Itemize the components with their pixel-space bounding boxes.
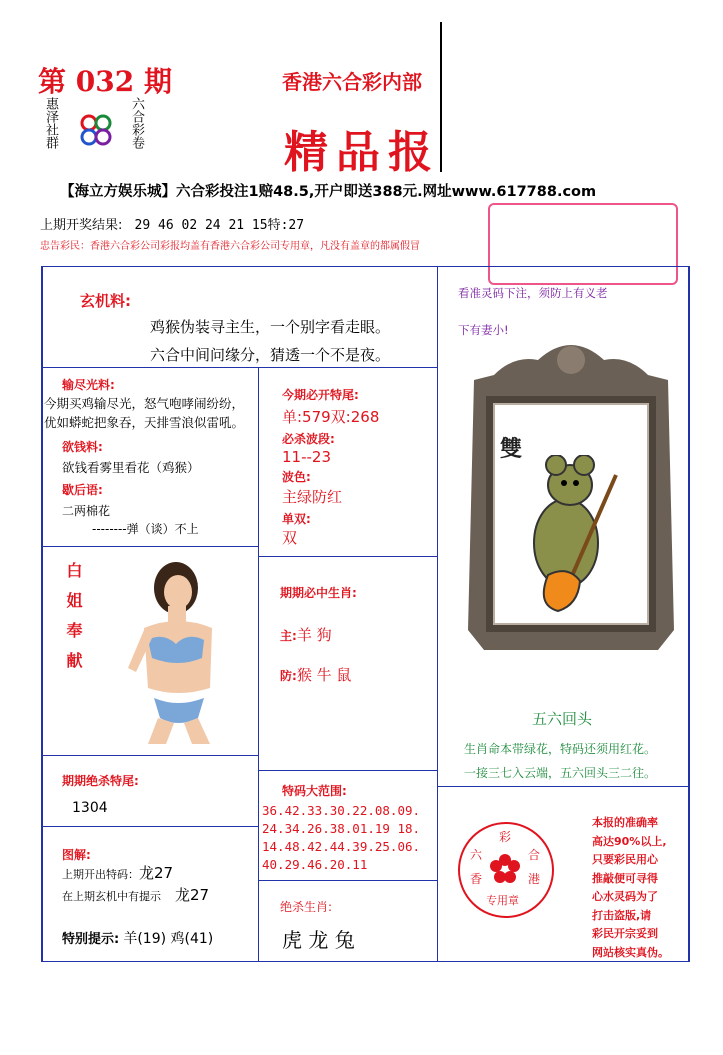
accuracy-line: 网站核实真伪。 bbox=[592, 945, 669, 959]
shujin-line-1: 今期买鸡输尽光，怒气咆哮闹纷纷， bbox=[44, 396, 245, 411]
issue-number bbox=[38, 60, 172, 100]
tujie-line-2 bbox=[62, 884, 209, 905]
ad-line[interactable]: 【海立方娱乐城】六合彩投注1赔48.5,开户即送388元.网址www.617788.com bbox=[60, 184, 597, 200]
range-title: 特码大范围: bbox=[282, 784, 347, 798]
frame-char: 雙 bbox=[500, 436, 523, 462]
brand-right-text: 六合彩卷 bbox=[129, 97, 144, 149]
grid-right bbox=[688, 266, 690, 962]
tujie-line-1 bbox=[62, 862, 173, 883]
accuracy-line: 高达90%以上, bbox=[592, 834, 667, 848]
verse-line-2: 一接三七入云端，五六回头三二往。 bbox=[464, 766, 657, 780]
range-numbers bbox=[262, 802, 420, 874]
grid-top bbox=[42, 266, 690, 267]
tail-value: 单:579双:268 bbox=[282, 408, 380, 426]
stamp-top: 彩 bbox=[499, 830, 512, 844]
accuracy-line: 彩民开宗妥到 bbox=[592, 927, 658, 940]
row-line-8 bbox=[438, 786, 688, 787]
special-tip bbox=[62, 928, 213, 948]
grid-mid bbox=[437, 266, 438, 961]
kill-zodiac-value: 虎 龙 兔 bbox=[282, 928, 355, 952]
xiehou-line-2: --------弹（谈）不上 bbox=[92, 522, 199, 536]
grid-left-col bbox=[258, 367, 259, 961]
stamp-left: 六 bbox=[470, 848, 483, 862]
xuanji-line-1: 鸡猴伪装寻主生，一个别字看走眼。 bbox=[150, 318, 391, 336]
accuracy-line: 只要彩民用心 bbox=[592, 853, 658, 866]
last-draw-numbers: 29 46 02 24 21 15特:27 bbox=[134, 218, 305, 233]
zodiac-guard-label: 防: bbox=[280, 669, 297, 683]
color-value: 主绿防红 bbox=[282, 488, 343, 506]
row-line-3 bbox=[258, 556, 438, 557]
zodiac-main-label: 主: bbox=[280, 629, 297, 643]
wave-title: 必杀波段: bbox=[282, 432, 335, 446]
verse-line-1: 生肖命本带绿花，特码还须用红花。 bbox=[464, 742, 657, 756]
xuanji-title: 玄机料: bbox=[80, 292, 131, 310]
range-row-2: 24.34.26.38.01.19 18. bbox=[262, 821, 421, 836]
tujie-title: 图解: bbox=[62, 848, 91, 862]
tail-title: 今期必开特尾: bbox=[282, 388, 359, 402]
kill-zodiac-title: 绝杀生肖: bbox=[280, 900, 333, 914]
warning-text: 忠告彩民：香港六合彩公司彩报均盖有香港六合彩公司专用章，凡没有盖章的都属假冒 bbox=[40, 241, 420, 252]
paper-title: 精品报 bbox=[284, 127, 440, 178]
tujie-line-2-label: 在上期玄机中有提示 bbox=[62, 890, 161, 903]
mouse-broom-icon bbox=[508, 455, 638, 615]
tujie-line-1-value: 龙27 bbox=[139, 864, 174, 882]
yuqian-line: 欲钱看雾里看花（鸡猴） bbox=[62, 460, 200, 475]
stamp-bottom: 专用章 bbox=[486, 894, 519, 907]
row-line-1 bbox=[42, 367, 438, 368]
shujin-title: 输尽光料: bbox=[62, 378, 115, 392]
zodiac-main bbox=[280, 624, 332, 645]
row-line-6 bbox=[42, 826, 258, 827]
odd-title: 单双: bbox=[282, 512, 311, 526]
issue-number-value: 032 bbox=[75, 65, 135, 98]
wave-value: 11--23 bbox=[282, 448, 331, 466]
last-draw bbox=[40, 214, 304, 233]
accuracy-line: 推敲便可寻得 bbox=[592, 871, 658, 885]
last-draw-label: 上期开奖结果: bbox=[40, 218, 123, 233]
accuracy-line: 心水灵码为了 bbox=[592, 890, 658, 903]
brand-left-text: 惠泽社群 bbox=[43, 97, 58, 149]
stamp-bottom-left: 香 bbox=[470, 872, 483, 886]
range-row-3: 14.48.42.44.39.25.06. bbox=[262, 839, 421, 854]
issue-suffix: 期 bbox=[143, 65, 172, 98]
zodiac-title: 期期必中生肖: bbox=[280, 586, 357, 600]
grid-left bbox=[41, 266, 43, 962]
tujie-line-2-value: 龙27 bbox=[175, 886, 210, 904]
five-six-title: 五六回头 bbox=[532, 710, 593, 728]
stamp-right: 合 bbox=[528, 848, 541, 862]
yuqian-title: 欲钱料: bbox=[62, 440, 103, 454]
header-divider bbox=[440, 22, 442, 172]
xiehou-title: 歇后语: bbox=[62, 483, 103, 497]
accuracy-line: 打击盗版,请 bbox=[592, 908, 652, 922]
accuracy-line: 本报的准确率 bbox=[592, 816, 658, 829]
color-title: 波色: bbox=[282, 470, 311, 484]
stamp-bottom-right: 港 bbox=[528, 872, 541, 886]
right-top-line-1: 看准灵码下注，须防上有义老 bbox=[458, 286, 608, 300]
kill-tail-value: 1304 bbox=[72, 800, 108, 816]
model-photo bbox=[118, 558, 230, 744]
odd-value: 双 bbox=[282, 529, 298, 547]
row-line-4 bbox=[42, 755, 258, 756]
bauhinia-icon bbox=[490, 854, 520, 884]
xuanji-line-2: 六合中间问缘分，猜透一个不是夜。 bbox=[150, 346, 391, 364]
kill-tail-title: 期期绝杀特尾: bbox=[62, 774, 139, 788]
official-stamp bbox=[458, 822, 554, 918]
zodiac-main-value: 羊 狗 bbox=[296, 626, 332, 644]
xiehou-line-1: 二两棉花 bbox=[62, 504, 111, 518]
zodiac-guard bbox=[280, 664, 351, 685]
range-row-1: 36.42.33.30.22.08.09. bbox=[262, 803, 421, 818]
accuracy-text bbox=[592, 814, 669, 962]
shujin-line-2: 优如蟒蛇把象吞，天排雪浪似雷吼。 bbox=[44, 415, 245, 430]
pink-sticker bbox=[488, 203, 678, 285]
tujie-line-1-label: 上期开出特码： bbox=[62, 868, 139, 881]
zodiac-guard-value: 猴 牛 鼠 bbox=[296, 666, 352, 684]
range-row-4: 40.29.46.20.11 bbox=[262, 857, 368, 872]
org-title: 香港六合彩内部 bbox=[282, 70, 422, 94]
special-tip-value: 羊(19) 鸡(41) bbox=[123, 931, 214, 947]
issue-prefix: 第 bbox=[38, 65, 67, 98]
row-line-2 bbox=[42, 546, 258, 547]
special-tip-label: 特别提示: bbox=[62, 932, 120, 947]
row-line-5 bbox=[258, 770, 438, 771]
rings-logo-icon bbox=[78, 112, 114, 148]
row-line-7 bbox=[258, 880, 438, 881]
right-top-line-2: 下有妻小! bbox=[458, 323, 509, 337]
girl-caption: 白姐奉献 bbox=[64, 562, 83, 682]
